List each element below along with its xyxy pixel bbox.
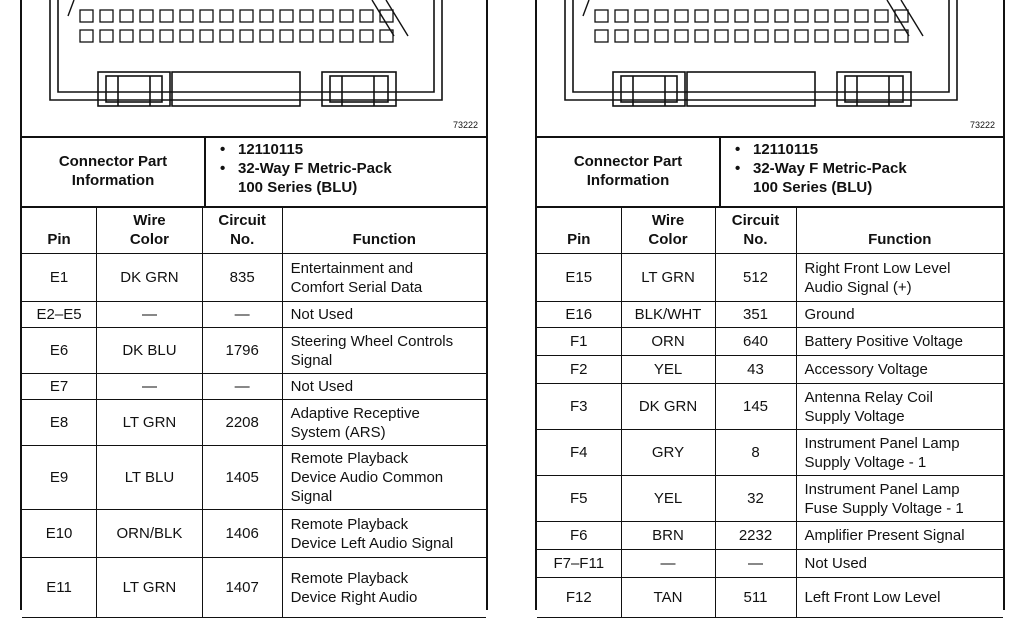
function-cell: Right Front Low Level Audio Signal (+) <box>796 254 1003 302</box>
pin-cell: F7–F11 <box>537 550 621 578</box>
function-cell: Not Used <box>282 374 486 400</box>
header-wire-color: Wire Color <box>97 207 203 254</box>
circuit-cell: 145 <box>715 384 796 430</box>
table-row <box>22 302 486 328</box>
header-pin: Pin <box>22 207 97 254</box>
wire-color-cell: YEL <box>621 356 715 384</box>
header-function: Function <box>796 207 1003 254</box>
connector-panel-right <box>535 0 1005 610</box>
circuit-cell: 1796 <box>202 328 282 374</box>
wire-color-cell: TAN <box>621 578 715 618</box>
wire-color-cell: ORN/BLK <box>97 510 203 558</box>
function-cell: Ground <box>796 302 1003 328</box>
pin-cell: E8 <box>22 400 97 446</box>
function-cell: Entertainment and Comfort Serial Data <box>282 254 486 302</box>
wire-color-cell: DK GRN <box>97 254 203 302</box>
wire-color-cell: LT GRN <box>97 400 203 446</box>
function-cell: Remote Playback Device Left Audio Signal <box>282 510 486 558</box>
table-row <box>537 356 1003 384</box>
function-cell: Adaptive Receptive System (ARS) <box>282 400 486 446</box>
circuit-cell: — <box>202 302 282 328</box>
wire-color-cell: — <box>621 550 715 578</box>
circuit-cell: 835 <box>202 254 282 302</box>
info-item: • 12110115 <box>735 141 819 158</box>
connector-info <box>22 136 486 208</box>
pin-cell: F4 <box>537 430 621 476</box>
function-cell: Left Front Low Level <box>796 578 1003 618</box>
pin-cell: E1 <box>22 254 97 302</box>
circuit-cell: 32 <box>715 476 796 522</box>
connector-diagram-right <box>537 0 1003 138</box>
table-row <box>22 558 486 618</box>
function-cell: Remote Playback Device Audio Common Signal <box>282 446 486 510</box>
circuit-cell: — <box>202 374 282 400</box>
wire-color-cell: LT GRN <box>621 254 715 302</box>
connector-info-list <box>220 140 478 197</box>
connector-info <box>537 136 1003 208</box>
connector-info-label: Connector Part Information <box>22 136 206 206</box>
circuit-cell: 351 <box>715 302 796 328</box>
figure-number: 73222 <box>452 120 478 130</box>
wire-color-cell: BLK/WHT <box>621 302 715 328</box>
pin-cell: F6 <box>537 522 621 550</box>
pin-table-right <box>537 206 1003 618</box>
wire-color-cell: YEL <box>621 476 715 522</box>
connector-face-icon <box>22 0 486 136</box>
pin-cell: F5 <box>537 476 621 522</box>
info-item: • 12110115 <box>220 141 304 158</box>
header-function: Function <box>282 207 486 254</box>
table-row <box>22 510 486 558</box>
function-cell: Amplifier Present Signal <box>796 522 1003 550</box>
wire-color-cell: GRY <box>621 430 715 476</box>
connector-diagram-left <box>22 0 486 138</box>
table-row <box>537 430 1003 476</box>
wire-color-cell: — <box>97 374 203 400</box>
wire-color-cell: DK BLU <box>97 328 203 374</box>
info-item: • 32-Way F Metric-Pack 100 Series (BLU) <box>220 160 392 196</box>
table-row <box>22 328 486 374</box>
circuit-cell: 1405 <box>202 446 282 510</box>
table-row <box>537 302 1003 328</box>
header-circuit-no: Circuit No. <box>202 207 282 254</box>
pin-cell: F1 <box>537 328 621 356</box>
circuit-cell: 2232 <box>715 522 796 550</box>
pin-cell: F3 <box>537 384 621 430</box>
wire-color-cell: LT GRN <box>97 558 203 618</box>
function-cell: Instrument Panel Lamp Supply Voltage - 1 <box>796 430 1003 476</box>
pin-cell: F2 <box>537 356 621 384</box>
circuit-cell: 511 <box>715 578 796 618</box>
function-cell: Remote Playback Device Right Audio <box>282 558 486 618</box>
header-wire-color: Wire Color <box>621 207 715 254</box>
table-row <box>22 446 486 510</box>
header-pin: Pin <box>537 207 621 254</box>
pin-cell: E16 <box>537 302 621 328</box>
table-row <box>537 254 1003 302</box>
table-row <box>22 254 486 302</box>
pin-cell: E6 <box>22 328 97 374</box>
pin-cell: E10 <box>22 510 97 558</box>
circuit-cell: 8 <box>715 430 796 476</box>
circuit-cell: 1407 <box>202 558 282 618</box>
function-cell: Battery Positive Voltage <box>796 328 1003 356</box>
pin-cell: F12 <box>537 578 621 618</box>
table-row <box>22 400 486 446</box>
wire-color-cell: DK GRN <box>621 384 715 430</box>
wire-color-cell: — <box>97 302 203 328</box>
circuit-cell: 2208 <box>202 400 282 446</box>
table-row <box>537 578 1003 618</box>
table-row <box>537 522 1003 550</box>
figure-number: 73222 <box>969 120 995 130</box>
circuit-cell: — <box>715 550 796 578</box>
wire-color-cell: ORN <box>621 328 715 356</box>
function-cell: Accessory Voltage <box>796 356 1003 384</box>
table-row <box>537 550 1003 578</box>
table-row <box>537 476 1003 522</box>
pin-table-left <box>22 206 486 618</box>
pin-cell: E9 <box>22 446 97 510</box>
function-cell: Instrument Panel Lamp Fuse Supply Voltage - 1 <box>796 476 1003 522</box>
circuit-cell: 640 <box>715 328 796 356</box>
connector-info-label: Connector Part Information <box>537 136 721 206</box>
table-row <box>22 374 486 400</box>
circuit-cell: 1406 <box>202 510 282 558</box>
connector-info-list <box>735 140 995 197</box>
function-cell: Antenna Relay Coil Supply Voltage <box>796 384 1003 430</box>
pin-cell: E11 <box>22 558 97 618</box>
pin-cell: E7 <box>22 374 97 400</box>
wire-color-cell: BRN <box>621 522 715 550</box>
table-row <box>537 384 1003 430</box>
info-item: • 32-Way F Metric-Pack 100 Series (BLU) <box>735 160 907 196</box>
table-row <box>537 328 1003 356</box>
connector-panel-left <box>20 0 488 610</box>
circuit-cell: 512 <box>715 254 796 302</box>
connector-face-icon <box>537 0 1003 136</box>
function-cell: Not Used <box>796 550 1003 578</box>
circuit-cell: 43 <box>715 356 796 384</box>
header-circuit-no: Circuit No. <box>715 207 796 254</box>
pin-cell: E15 <box>537 254 621 302</box>
pin-cell: E2–E5 <box>22 302 97 328</box>
function-cell: Steering Wheel Controls Signal <box>282 328 486 374</box>
function-cell: Not Used <box>282 302 486 328</box>
wire-color-cell: LT BLU <box>97 446 203 510</box>
